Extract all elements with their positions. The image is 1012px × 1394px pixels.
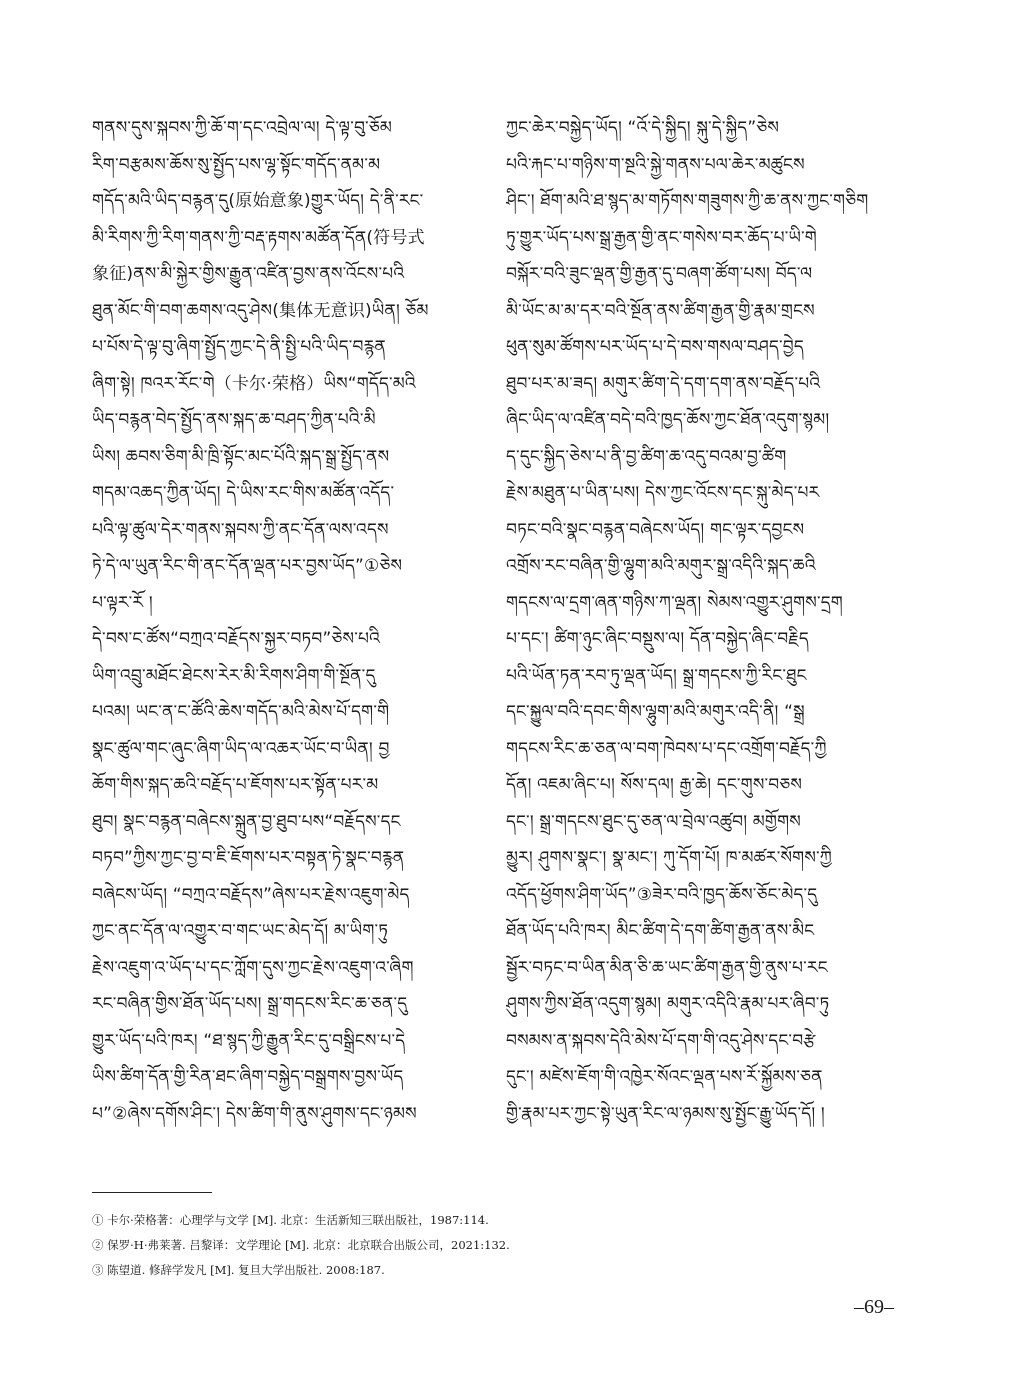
text-line: ཡིད་བརྙན་བེད་སྤྱོད་ནས་སྐད་ཆ་བཤད་ཀྱིན་པའི་མི: [92, 410, 376, 430]
text-line: ཡིས་ཚིག་དོན་གྱི་རིན་ཐང་ཞིག་བསྐྱེད་བསྒྲགས་བྱས་ཡོད: [92, 1067, 404, 1087]
footnote-2: ② 保罗·H·弗莱著. 吕黎译：文学理论 [M]. 北京：北京联合出版公司，2021:132.: [92, 1238, 510, 1252]
text-line: གདངས་ལ་དྲག་ཞན་གཉིས་ཀ་ལྡན། སེམས་འགྱུར་ཤུགས་དྲག: [506, 592, 843, 613]
text-line: སྣང་ཚུལ་གང་ཞུང་ཞིག་ཡིད་ལ་འཆར་ཡོང་བ་ཡིན། བྱ: [92, 738, 390, 759]
text-line: པ”②ཞེས་དགོས་ཤིང་། དེས་ཚིག་གི་ནུས་ཤུགས་དང་ཉམས: [92, 1103, 417, 1124]
text-line: འདོད་ཕྱོགས་ཤིག་ཡོད”③ཟེར་བའི་ཁྱད་ཆོས་ཅོང་མེད་དུ: [506, 884, 818, 905]
text-line: ད་དུང་སྐྱིད་ཅེས་པ་ནི་བྱ་ཚིག་ཆ་འདུ་བའམ་བྱ་ཚིག: [506, 446, 787, 467]
text-line: ཆོག་གིས་སྐད་ཆའི་བརྗོད་པ་ཇོགས་པར་སྟོན་པར་མ: [92, 775, 379, 795]
text-line: པའི་རྐང་པ་གཉིས་ག་སྔའི་སྐྱེ་གནས་པལ་ཆེར་མཚུངས: [506, 154, 805, 175]
text-line: པའམ། ཡང་ན་ང་ཚོའི་ཆེས་གདོད་མའི་མེས་པོ་དག་གི: [92, 702, 390, 722]
footnote-1: ① 卡尔·荣格著：心理学与文学 [M]. 北京：生活新知三联出版社，1987:114.: [92, 1213, 489, 1227]
text-line: བཏབ”ཀྱིས་ཀྱང་བྱ་བ་ཇི་ཇོགས་པར་བསྟན་ཏེ་སྣང་བརྙན: [92, 848, 405, 868]
text-line: ཤུགས་ཀྱིས་ཐོན་འདུག་སྙམ། མགུར་འདིའི་རྣམ་པར་ཞིབ་ཏུ: [506, 994, 830, 1014]
left-text-column: [92, 110, 492, 1132]
text-line: ཐུབ། སྣང་བརྙན་བཞེངས་སྐྲུན་བྱ་ཐུབ་པས“བརྗོདས་དང: [92, 811, 401, 832]
text-line: གདངས་རིང་ཆ་ཅན་ལ་བག་ཁེབས་པ་དང་འགྲོག་བརྗོད་ཀྱི: [506, 738, 827, 759]
text-line: དུང་། མཛེས་ཇོག་གི་འཁྱེར་སོའང་ལྡན་པས་རོ་སྐྱོམས་ཅན: [506, 1067, 823, 1087]
text-line: གདོད་མའི་ཡིད་བརྙན་དུ(原始意象)གྱུར་ཡོད། དེ་ནི་རང་: [92, 191, 424, 211]
text-line: པའི་ལྟ་ཚུལ་དེར་གནས་སྐབས་ཀྱི་ནང་དོན་ལས་འདས: [92, 519, 389, 540]
page-number: –69–: [854, 1296, 894, 1318]
text-line: བསམས་ན་སྐབས་དེའི་མེས་པོ་དག་གི་འདུ་ཤེས་དང་བརྩེ: [506, 1030, 816, 1051]
text-line: བསྐོར་བའི་ཟུང་ལྡན་གྱི་རྒྱན་དུ་བཞག་ཚོག་པས། བོད་ལ: [506, 264, 813, 284]
text-line: གྱུར་ཡོད་པའི་ཁར། “ཐ་སྙད་ཀྱི་རྒྱུན་རིང་དུ་བསྒྲིངས་པ་དེ: [92, 1030, 406, 1051]
text-line: པའི་ཡོན་ཏན་རབ་ཏུ་ལྡན་ཡོད། སྒྲ་གདངས་ཀྱི་རིང་ཐུང: [506, 665, 807, 686]
text-line: ཞིག་སྟེ། ཁའར་རོང་གེ（卡尔·荣格）ཡིས“གདོད་མའི: [92, 373, 416, 394]
text-line: ཐུབ་པར་མ་ཟད། མགུར་ཚིག་དེ་དག་དག་ནས་བརྗོད་པའི: [506, 373, 821, 394]
right-text-column: [506, 110, 906, 1132]
text-line: པ་དང་། ཚིག་ཉུང་ཞིང་བསྡུས་ལ། དོན་བསྐྱེད་ཞིང་བརྗིད: [506, 629, 809, 649]
text-line: ཐུན་མོང་གི་བག་ཆགས་འདུ་ཤེས(集体无意识)ཡིན། ཅོམ: [92, 300, 429, 321]
text-line: དང་། སྒྲ་གདངས་ཐུང་དུ་ཅན་ལ་བྲེལ་འཚུབ། མགྱོགས: [506, 811, 801, 832]
text-line: དང་སྐྱུལ་བའི་དབང་གིས་ལྷུག་མའི་མགུར་འདི་ནི། “སྒྲ: [506, 702, 805, 722]
text-line: ཕུན་སུམ་ཚོགས་པར་ཡོད་པ་དེ་བས་གསལ་བཤད་བྱེད: [506, 337, 804, 357]
text-line: ཀྱང་ཆེར་བསྐྱེད་ཡོད། “འོ་དེ་སྐྱིད། སྐུ་དེ་སྐྱིད”ཅེས: [506, 118, 780, 138]
text-line: རྗེས་མཐུན་པ་ཡིན་པས། དེས་ཀྱང་འོངས་དང་སྐུ་མེད་པར: [506, 483, 820, 503]
text-line: རྗེས་འཇུག་འ་ཡོད་པ་དང་ཀློག་དུས་ཀྱང་རྗེས་འཇུག་འ་ཞིག: [92, 957, 414, 978]
text-line: ཡིག་འབྲུ་མཐོང་ཐེངས་རེར་མི་རིགས་ཤིག་གི་སྔོན་དུ: [92, 665, 376, 686]
text-line: བཞེངས་ཡོད། “བཀྲའ་བརྗོདས”ཞེས་པར་རྗེས་འཇུག་མེད: [92, 884, 410, 905]
text-line: 象征)ནས་མི་སྐྱེར་གྱིས་རྒྱུན་འཛིན་བྱས་ནས་འོངས་པའི: [92, 264, 405, 284]
text-line: འགྲོས་རང་བཞིན་གྱི་ལྷུག་མའི་མགུར་སྒྲ་འདིའི་སྐད་ཆའི: [506, 556, 816, 576]
text-line: སྦྱོར་བཏང་བ་ཡིན་མིན་ཅི་ཆ་ཡང་ཚིག་རྒྱན་གྱི་ནུས་པ་རང: [506, 957, 828, 978]
footnotes: [92, 1208, 892, 1283]
text-line: ཀྱང་ནང་དོན་ལ་འགྱུར་བ་གང་ཡང་མེད་དོ། མ་ཡིག་ཏུ: [92, 921, 389, 941]
text-line: ཏུ་གྱུར་ཡོད་པས་སྒྲ་རྒྱན་གྱི་ནང་གསེས་བར་ཆོད་པ་ཡི་གེ: [506, 227, 817, 248]
text-line: གདམ་འཆད་ཀྱིན་ཡོད། དེ་ཡིས་རང་གིས་མཚོན་འདོད་: [92, 483, 395, 503]
text-line: གནས་དུས་སྐབས་ཀྱི་ཆོ་ག་དང་འབྲེལ་ལ། དེ་ལྟ་བུ་ཅོམ: [92, 118, 392, 138]
text-line: ཡིས། ཆབས་ཅིག་མི་ཁྲི་སྟོང་མང་པོའི་སྐད་སྒྲ་སྤྱོད་ནས: [92, 446, 390, 467]
footnote-3: ③ 陈望道. 修辞学发凡 [M]. 复旦大学出版社. 2008:187.: [92, 1263, 385, 1277]
text-line: ཞིང་ཡིད་ལ་འཛིན་བདེ་བའི་ཁྱད་ཆོས་ཀྱང་ཐོན་འདུག་སྙམ།: [506, 410, 830, 430]
text-line: ཤིང་། ཐོག་མའི་ཐ་སྙད་མ་གཏོགས་གཟུགས་ཀྱི་ཆ་ནས་ཀྱང་གཅིག: [506, 191, 869, 211]
text-line: དོན། འཇམ་ཞིང་པ། སོས་དལ། རྒྱ་ཆེ། དང་གུས་བཅས: [506, 775, 803, 795]
text-line: བཏང་བའི་སྣང་བརྙན་བཞེངས་ཡོད། གང་ལྟར་དབྱངས: [506, 519, 805, 540]
text-line: མི་ཡོང་མ་མ་དར་བའི་སྔོན་ནས་ཚིག་རྒྱན་གྱི་རྣམ་གྲངས: [506, 300, 815, 321]
text-line: རང་བཞིན་གྱིས་ཐོན་ཡོད་པས། སྒྲ་གདངས་རིང་ཆ་ཅན་དུ: [92, 994, 408, 1014]
text-line: པ་ལྟར་རོ །: [92, 592, 153, 613]
text-line: པ་པོས་དེ་ལྟ་བུ་ཞིག་སྤྱོད་ཀྱང་དེ་ནི་སྤྱི་པའི་ཡིད་བརྙན: [92, 337, 386, 357]
text-line: མི་རིགས་ཀྱི་རིག་གནས་ཀྱི་བརྡ་རྟགས་མཚོན་དོན(符号式: [92, 227, 425, 248]
text-line: ཐོན་ཡོད་པའི་ཁར། མིང་ཚིག་དེ་དག་ཚིག་རྒྱན་ནས་མིང: [506, 921, 815, 941]
footnote-separator: [92, 1192, 212, 1193]
text-line: རིག་བརྩམས་ཆོས་སུ་སྤྱོད་པས་ལྷ་སྟོང་གདོད་ནམ་མ: [92, 154, 381, 175]
text-line: དེ་བས་ང་ཚོས“བཀྲའ་བརྗོདས་སྐྱར་བཏབ”ཅེས་པའི: [92, 629, 380, 649]
text-line: ཏེ་དེ་ལ་ཡུན་རིང་གི་ནང་དོན་ལྡན་པར་བྱས་ཡོད”①ཅེས: [92, 556, 403, 576]
text-line: གྱི་རྣམ་པར་ཀྱང་སྟེ་ཡུན་རིང་ལ་ཉམས་སུ་སྤྱོང་རྒྱུ་ཡོད་དོ། །: [506, 1103, 825, 1124]
text-line: མྱུར། ཤུགས་སྣང་། སྣ་མང་། ཀུ་དོག་པོ། ཁ་མཚར་སོགས་ཀྱི: [506, 848, 832, 868]
